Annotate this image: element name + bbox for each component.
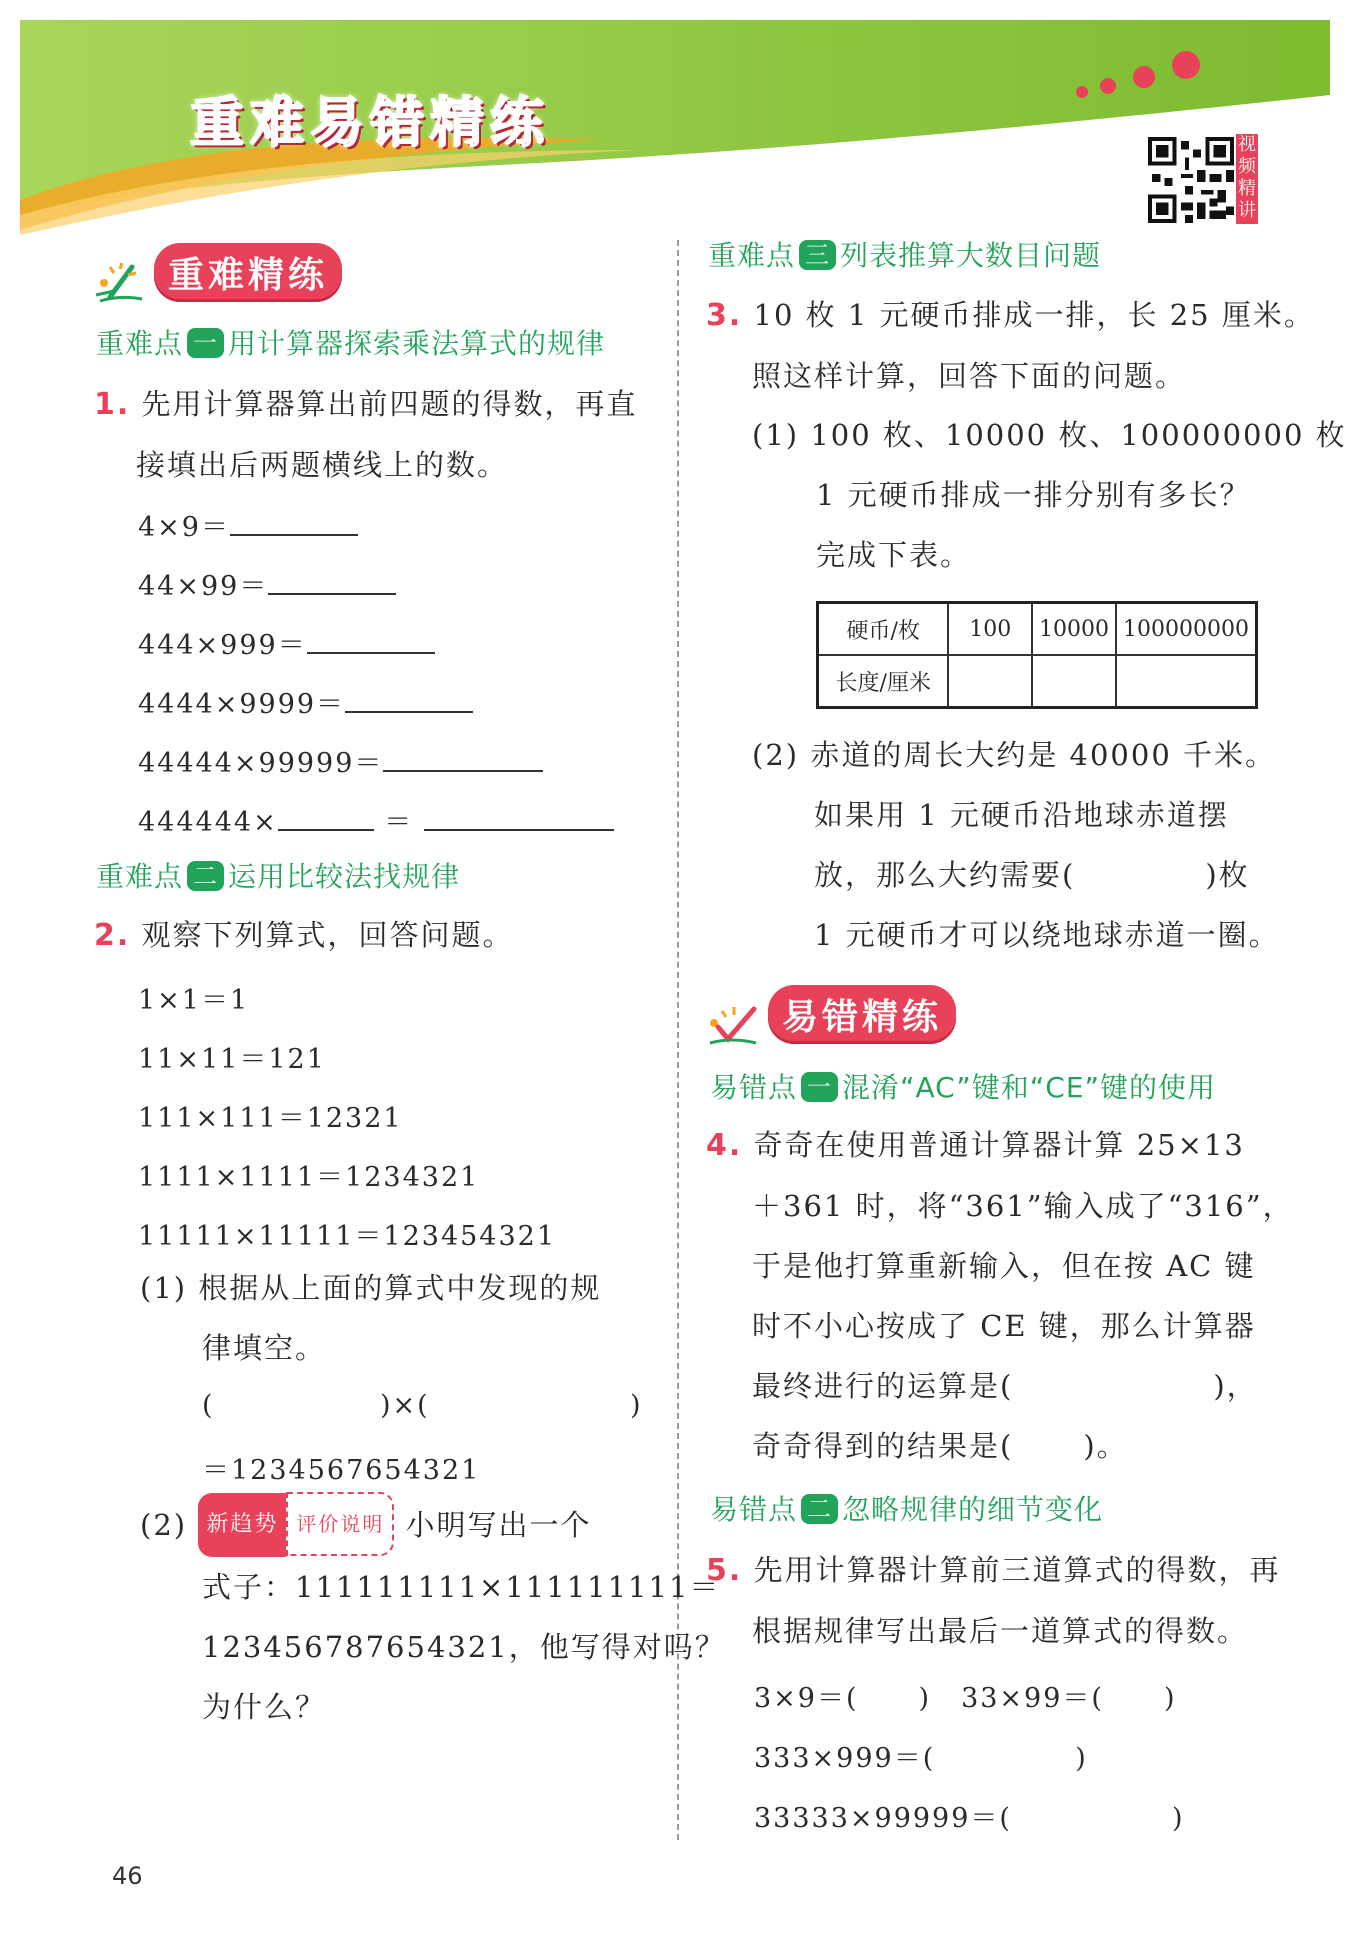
question-number: 2. (94, 918, 131, 953)
sub-question-label: (2) (140, 1508, 188, 1542)
equation-text: 111×111＝12321 (138, 1103, 403, 1134)
question-text: 奇奇得到的结果是( (752, 1429, 1014, 1463)
question-text: 如果用 1 元硬币沿地球赤道摆 (814, 798, 1229, 832)
key-point-title: 列表推算大数目问题 (840, 239, 1102, 272)
question-text: )枚 (1205, 858, 1250, 892)
question-5 (706, 1540, 1281, 1661)
key-point-number: 一 (187, 328, 224, 358)
question-4 (706, 1115, 1294, 1476)
sub-question-label: (2) (752, 738, 800, 772)
question-text: 接填出后两题横线上的数。 (136, 448, 509, 482)
equation-text: 3×9＝( (754, 1683, 859, 1714)
key-point-tag: 易错点 (710, 1071, 798, 1104)
table-row (818, 603, 1257, 656)
table-cell: 100 (948, 603, 1032, 656)
equation-row (138, 622, 435, 662)
key-point-1 (96, 322, 605, 362)
equation-row (754, 1796, 1185, 1835)
question-number: 3. (706, 298, 743, 333)
decorative-dots-icon (1070, 50, 1210, 110)
equation-row (138, 563, 396, 603)
question-text: 奇奇在使用普通计算器计算 25×13 (753, 1128, 1245, 1162)
equation-text: 44444×99999＝ (138, 748, 384, 779)
question-text: 根据从上面的算式中发现的规 (198, 1271, 602, 1305)
question-text: 123456787654321，他写得对吗？ (202, 1630, 726, 1664)
sub-question-2-2 (140, 1492, 726, 1737)
question-text: 根据规律写出最后一道算式的得数。 (752, 1614, 1249, 1648)
equation-text: 33333×99999＝( (754, 1803, 1012, 1834)
answer-blank[interactable] (383, 740, 543, 772)
checkmark-icon (706, 1003, 760, 1047)
equation-text: 33×99＝( (961, 1683, 1104, 1714)
qr-code-icon[interactable] (1148, 137, 1234, 223)
table-cell: 100000000 (1116, 603, 1256, 656)
table-row (818, 655, 1257, 708)
equation-text: ) (1163, 1683, 1177, 1714)
paren-blank[interactable] (202, 1390, 215, 1421)
paren-close: ) (630, 1390, 643, 1421)
evaluation-badge[interactable]: 评价说明 (286, 1492, 394, 1556)
equation-row (754, 1676, 1176, 1715)
key-point-tag: 易错点 (710, 1493, 798, 1526)
question-text: )， (1213, 1369, 1258, 1403)
equation-row (138, 799, 614, 839)
question-number: 5. (706, 1553, 743, 1588)
equation-row (754, 1736, 1088, 1775)
page-title: 重难易错精练 (190, 91, 550, 154)
qr-label: 视频精讲 (1236, 134, 1258, 224)
answer-blank[interactable] (345, 681, 473, 713)
paren-open: ( (202, 1390, 215, 1421)
sparkle-pen-icon (92, 261, 146, 305)
equation-text: ) (1171, 1803, 1185, 1834)
question-text: 式子：111111111×111111111＝ (202, 1570, 721, 1604)
question-text: 律填空。 (202, 1331, 327, 1365)
question-text: 时不小心按成了 CE 键，那么计算器 (752, 1309, 1256, 1343)
section-title: 易错精练 (768, 985, 956, 1044)
page-number: 46 (112, 1862, 143, 1890)
paren-times: )×( (380, 1390, 430, 1421)
answer-blank[interactable] (424, 799, 614, 831)
equation-text: ) (1075, 1743, 1088, 1774)
question-3 (706, 285, 1315, 406)
question-number: 4. (706, 1128, 743, 1163)
equation-text: 444×999＝ (138, 630, 307, 661)
question-text: 照这样计算，回答下面的问题。 (752, 359, 1187, 393)
question-text: 放，那么大约需要( (814, 858, 1076, 892)
key-point-number: 一 (801, 1072, 838, 1102)
answer-blank[interactable] (278, 799, 374, 831)
key-point-number: 三 (799, 240, 836, 270)
question-text: 先用计算器算出前四题的得数，再直 (141, 387, 638, 421)
equation-text: 11111×11111＝123454321 (138, 1221, 557, 1252)
equation-text: 444444× (138, 807, 278, 838)
question-text: 最终进行的运算是( (752, 1369, 1014, 1403)
sub-question-label: (1) (752, 418, 800, 452)
question-2 (94, 905, 514, 966)
key-point-tag: 重难点 (96, 327, 184, 360)
question-text: ＋361 时，将“361”输入成了“316”， (752, 1189, 1294, 1223)
section-title: 重难精练 (154, 243, 342, 302)
key-point-number: 二 (801, 1494, 838, 1524)
question-text: 完成下表。 (816, 538, 972, 572)
table-row-header: 长度/厘米 (818, 655, 949, 708)
key-point-title: 用计算器探索乘法算式的规律 (228, 327, 606, 360)
question-1 (94, 374, 638, 495)
answer-blank[interactable] (268, 563, 396, 595)
key-point-tag: 重难点 (96, 860, 184, 893)
answer-blank[interactable] (230, 504, 358, 536)
key-point-3 (708, 234, 1101, 274)
question-text: 10 枚 1 元硬币排成一排，长 25 厘米。 (753, 298, 1315, 332)
question-text: 观察下列算式，回答问题。 (141, 918, 514, 952)
question-text: 1 元硬币排成一排分别有多长？ (816, 478, 1251, 512)
table-answer-cell[interactable] (948, 655, 1032, 708)
key-point-number: 二 (187, 861, 224, 891)
key-point-5 (710, 1488, 1103, 1528)
key-point-tag: 重难点 (708, 239, 796, 272)
new-trend-badge: 新趋势 (198, 1493, 286, 1557)
sub-question-3-1 (752, 405, 1347, 585)
table-answer-cell[interactable] (1116, 655, 1256, 708)
equation-row (138, 504, 358, 544)
equation-text: 333×999＝( (754, 1743, 936, 1774)
question-text: 于是他打算重新输入，但在按 AC 键 (752, 1249, 1256, 1283)
equation-text: 1×1＝1 (138, 985, 250, 1016)
question-text: 先用计算器计算前三道算式的得数，再 (753, 1553, 1281, 1587)
section-header-practice (92, 243, 342, 305)
key-point-4 (710, 1066, 1216, 1106)
key-point-2 (96, 855, 460, 895)
question-text: 小明写出一个 (405, 1508, 592, 1542)
equation-row (138, 681, 473, 721)
equation-text: ＝ (384, 807, 414, 838)
question-text: )。 (1083, 1429, 1128, 1463)
question-text: 1 元硬币才可以绕地球赤道一圈。 (814, 918, 1280, 952)
key-point-title: 忽略规律的细节变化 (842, 1493, 1104, 1526)
paren-blank[interactable] (380, 1390, 430, 1421)
key-point-title: 运用比较法找规律 (228, 860, 461, 893)
table-answer-cell[interactable] (1032, 655, 1116, 708)
question-text: 100 枚、10000 枚、100000000 枚 (810, 418, 1347, 452)
sub-question-label: (1) (140, 1271, 188, 1305)
section-header-mistakes (706, 985, 956, 1047)
key-point-title: 混淆“AC”键和“CE”键的使用 (842, 1071, 1217, 1104)
sub-question-2-1 (140, 1258, 601, 1378)
equation-text: 4×9＝ (138, 512, 230, 543)
question-number: 1. (94, 387, 131, 422)
equation-text: 4444×9999＝ (138, 689, 346, 720)
coin-length-table (816, 601, 1258, 709)
equation-text: 44×99＝ (138, 571, 269, 602)
answer-blank[interactable] (307, 622, 435, 654)
table-cell: 10000 (1032, 603, 1116, 656)
equation-text: 1111×1111＝1234321 (138, 1162, 480, 1193)
equation-text: ) (918, 1683, 932, 1714)
equation-text: ＝1234567654321 (202, 1455, 481, 1486)
table-row-header: 硬币/枚 (818, 603, 949, 656)
question-text: 为什么？ (202, 1690, 327, 1724)
equation-text: 11×11＝121 (138, 1044, 326, 1075)
equation-row (138, 740, 543, 780)
question-text: 赤道的周长大约是 40000 千米。 (810, 738, 1277, 772)
sub-question-3-2 (752, 725, 1280, 965)
